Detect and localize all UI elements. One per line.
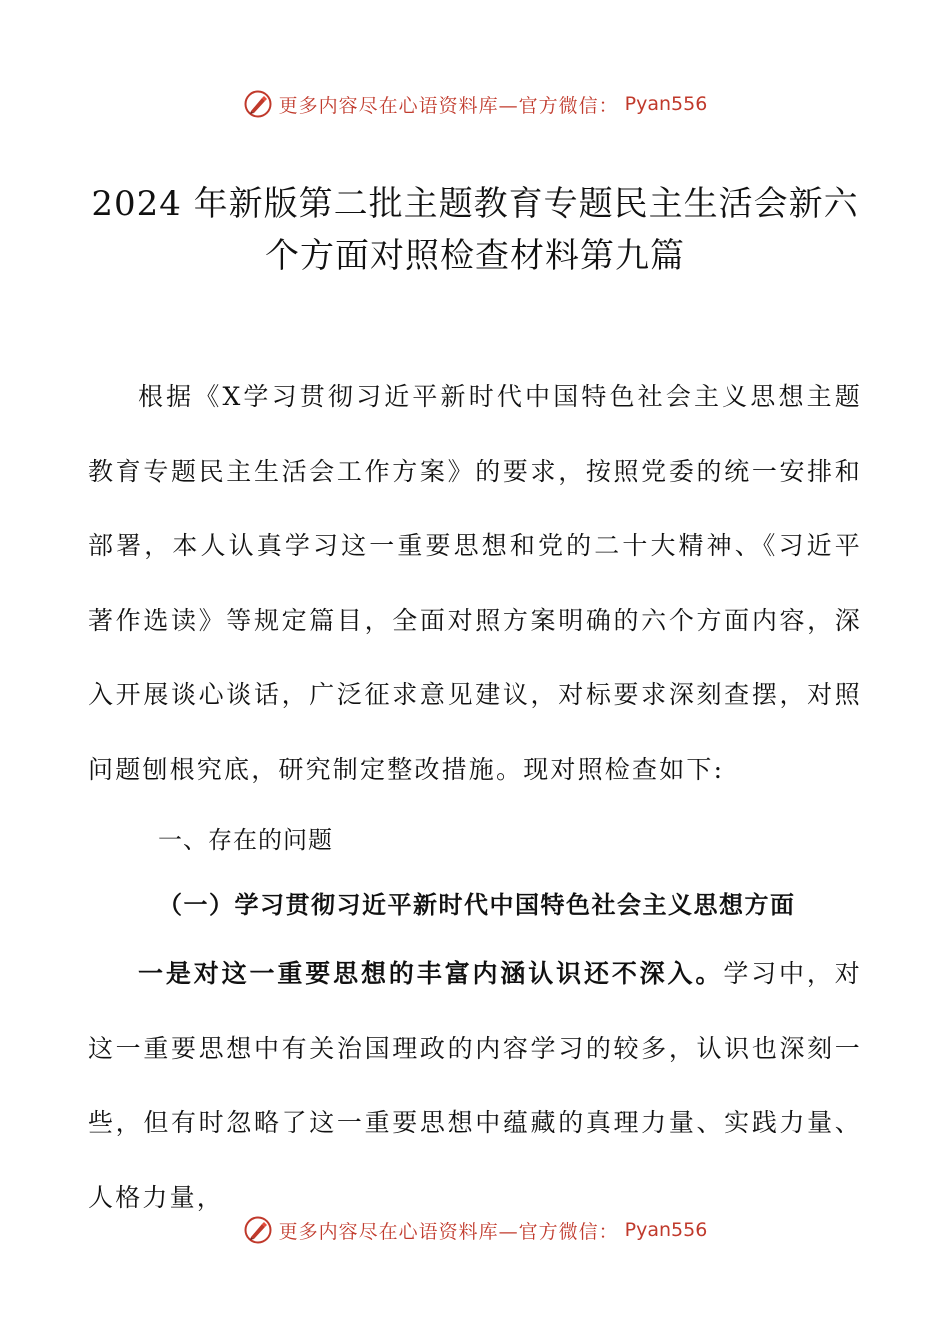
title-line-2: 个方面对照检查材料第九篇 [265, 236, 685, 276]
point-body-text: 学习中，对这一重要思想中有关治国理政的内容学习的较多，认识也深刻一些，但有时忽略了这一重要思想中蕴藏的真理力量、实践力量、人格力量， [88, 959, 862, 1212]
header-banner [0, 84, 950, 124]
subsection-heading: （一）学习贯彻习近平新时代中国特色社会主义思想方面 [158, 890, 796, 919]
header-banner-text: 更多内容尽在心语资料库—官方微信： [278, 94, 619, 117]
pen-logo-icon [243, 89, 273, 119]
document-title [80, 178, 870, 282]
document-body [88, 360, 862, 1235]
intro-paragraph: 根据《X学习贯彻习近平新时代中国特色社会主义思想主题教育专题民主生活会工作方案》的要求，按照党委的统一安排和部署，本人认真学习这一重要思想和党的二十大精神、《习近平著作选读》等规定篇目，全面对照方案明确的六个方面内容，深入开展谈心谈话，广泛征求意见建议，对标要求深刻查摆，对照问题刨根究底，研究制定整改措施。现对照检查如下: [88, 382, 862, 784]
section-heading: 一、存在的问题 [158, 826, 333, 854]
footer-wechat-id: Pyan556 [624, 1219, 708, 1241]
footer-banner-text: 更多内容尽在心语资料库—官方微信： [278, 1220, 619, 1243]
point-lead-text: 一是对这一重要思想的丰富内涵认识还不深入。 [138, 959, 724, 988]
header-wechat-id: Pyan556 [624, 93, 708, 115]
point-paragraph [88, 937, 862, 1235]
title-line-1: 2024 年新版第二批主题教育专题民主生活会新六 [91, 184, 859, 224]
pen-logo-icon [243, 1215, 273, 1245]
footer-banner [0, 1210, 950, 1250]
